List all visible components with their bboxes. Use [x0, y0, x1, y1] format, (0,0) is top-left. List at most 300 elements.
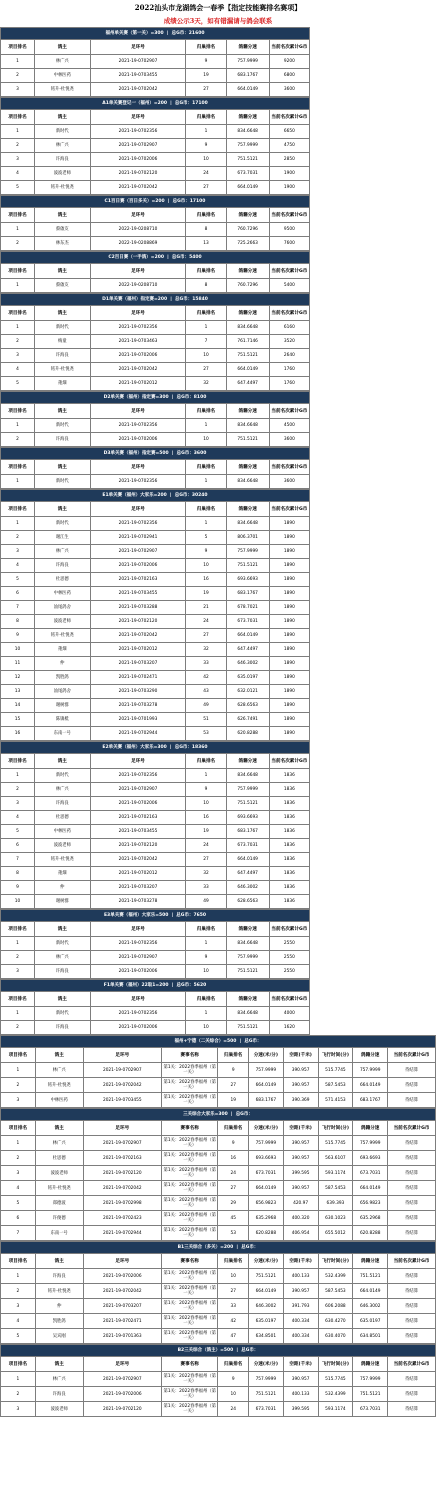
column-header: 鸽籍分速 — [226, 110, 269, 125]
table-row — [1, 1329, 436, 1344]
table-cell: 635.0197 — [248, 1314, 283, 1329]
table-cell: 593.1174 — [318, 1402, 353, 1417]
table-cell: 1 — [1, 223, 35, 237]
column-header: 鸽籍分速 — [226, 922, 269, 937]
table-cell: 16 — [1, 727, 35, 741]
column-headers — [1, 1254, 436, 1269]
table-cell: 3 — [1, 545, 35, 559]
table-cell: 待结算 — [388, 1151, 436, 1166]
table-cell: 许俊德 — [35, 1211, 83, 1226]
table-cell: 1890 — [269, 615, 309, 629]
table-cell: 673.7031 — [248, 1166, 283, 1181]
column-header: 当前名次累计G币 — [269, 922, 309, 937]
column-header: 归巢排名 — [218, 1254, 248, 1269]
table-cell: 2021-19-0702356 — [90, 321, 186, 335]
table-cell: 16 — [186, 811, 226, 825]
section-header — [1, 1036, 436, 1048]
table-cell: 蓮畑 — [34, 377, 90, 391]
table-cell: 1890 — [269, 629, 309, 643]
table-cell: 波波老师 — [34, 615, 90, 629]
section-title: 三关综合大家乐=300 | 总G币： — [1, 1109, 436, 1121]
table-cell: 许海良 — [34, 153, 90, 167]
table-row — [1, 125, 310, 139]
table-cell: 400.133 — [283, 1387, 318, 1402]
table-cell: 53 — [186, 727, 226, 741]
table-cell: 蔡啟友 — [34, 279, 90, 293]
table-cell: 693.6693 — [226, 573, 269, 587]
table-cell: 2021-19-0702006 — [90, 433, 186, 447]
table-cell: 1 — [186, 937, 226, 951]
table-cell: 2021-19-0702120 — [83, 1166, 161, 1181]
table-cell: 铭升-杜悦尧 — [35, 1181, 83, 1196]
table-cell: 1836 — [269, 811, 309, 825]
column-header: 当前名次累计G币 — [269, 502, 309, 517]
table-row — [1, 69, 310, 83]
table-row — [1, 1021, 310, 1035]
table-cell: 第1关：2022春季福州（第一关） — [161, 1151, 218, 1166]
table-cell: 571.4153 — [318, 1093, 353, 1108]
table-cell: 8 — [186, 223, 226, 237]
table-cell: 1890 — [269, 545, 309, 559]
table-cell: 新时代 — [34, 937, 90, 951]
section-name: B2三关综合（鸽主）=500 — [177, 1348, 234, 1353]
table-cell: 待结算 — [388, 1063, 436, 1078]
table-row — [1, 601, 310, 615]
column-header: 项目排名 — [1, 1357, 36, 1372]
table-cell: 1890 — [269, 643, 309, 657]
table-cell: 1 — [1, 937, 35, 951]
notice-text: 成绩公示3天，如有错漏请与鸽会联系 — [163, 17, 273, 25]
section-table — [0, 489, 310, 741]
section-name: 三关综合大家乐=300 — [183, 1112, 228, 1117]
table-cell: 757.9999 — [248, 1372, 283, 1387]
table-cell: 新时代 — [34, 517, 90, 531]
table-cell: 587.5453 — [318, 1078, 353, 1093]
table-cell: 2021-19-0702012 — [90, 867, 186, 881]
table-cell: 2021-19-0703278 — [90, 699, 186, 713]
table-cell: 7 — [1, 853, 35, 867]
table-cell: 铭升-杜悦尧 — [34, 853, 90, 867]
table-cell: 587.5453 — [318, 1181, 353, 1196]
section-table — [0, 979, 310, 1035]
table-cell: 673.7031 — [353, 1166, 388, 1181]
table-cell: 673.7031 — [226, 167, 269, 181]
table-cell: 24 — [186, 839, 226, 853]
table-row — [1, 1299, 436, 1314]
table-cell: 第1关：2022春季福州（第一关） — [161, 1269, 218, 1284]
table-cell: 15 — [1, 713, 35, 727]
table-cell: 2021-19-0702042 — [90, 853, 186, 867]
table-cell: 628.6563 — [226, 699, 269, 713]
table-row — [1, 335, 310, 349]
table-row — [1, 545, 310, 559]
table-cell: 47 — [218, 1329, 248, 1344]
table-cell: 43 — [186, 685, 226, 699]
table-cell: 9 — [218, 1136, 248, 1151]
table-cell: 399.595 — [283, 1402, 318, 1417]
table-cell: 9 — [1, 881, 35, 895]
table-row — [1, 783, 310, 797]
table-cell: 1890 — [269, 671, 309, 685]
section-title: C2百日赛（一手鸽）=200 | 总G币：5400 — [1, 252, 310, 264]
table-cell: 2 — [1, 1078, 36, 1093]
table-cell: 628.6563 — [226, 895, 269, 909]
column-header: 当前名次累计G币 — [388, 1121, 436, 1136]
table-cell: 仲 — [35, 1299, 83, 1314]
table-cell: 凯胜鸽 — [35, 1314, 83, 1329]
table-cell: 634.8501 — [248, 1329, 283, 1344]
column-header: 当前名次累计G币 — [269, 208, 309, 223]
table-cell: 19 — [186, 69, 226, 83]
column-header: 当前名次累计G币 — [388, 1048, 436, 1063]
table-cell: 664.0149 — [226, 83, 269, 97]
table-cell: 683.1767 — [226, 69, 269, 83]
table-cell: 8 — [1, 867, 35, 881]
table-cell: 1890 — [269, 699, 309, 713]
table-cell: 铭升-杜悦尧 — [35, 1284, 83, 1299]
table-cell: 400.320 — [283, 1211, 318, 1226]
table-cell: 757.9999 — [226, 55, 269, 69]
table-row — [1, 153, 310, 167]
column-header: 当前名次累计G币 — [269, 306, 309, 321]
table-cell: 第1关：2022春季福州（第一关） — [161, 1136, 218, 1151]
section-name: D3单关赛（福州）指定赛=500 — [103, 451, 169, 456]
table-cell: 3 — [1, 1166, 36, 1181]
table-cell: 2550 — [269, 951, 309, 965]
table-cell: 2021-19-0702163 — [83, 1151, 161, 1166]
table-row — [1, 1181, 436, 1196]
column-header: 空距(千米) — [283, 1048, 318, 1063]
table-cell: 1836 — [269, 769, 309, 783]
table-cell: 4 — [1, 811, 35, 825]
column-header: 足环号 — [90, 922, 186, 937]
section-header — [1, 1109, 436, 1121]
table-cell: 757.9999 — [353, 1063, 388, 1078]
column-header: 鸽主 — [34, 208, 90, 223]
table-cell: 1 — [1, 55, 35, 69]
column-header: 分速(米/分) — [248, 1121, 283, 1136]
section-header — [1, 910, 310, 922]
table-cell: 2021-19-0702356 — [90, 517, 186, 531]
column-header: 鸽主 — [34, 40, 90, 55]
table-cell: 凯胜鸽 — [34, 671, 90, 685]
table-cell: 635.2968 — [353, 1211, 388, 1226]
column-header: 足环号 — [90, 208, 186, 223]
table-row — [1, 321, 310, 335]
table-row — [1, 377, 310, 391]
section-name: A1单关赛登记一（福州）=200 — [102, 101, 167, 106]
column-header: 归巢排名 — [218, 1357, 248, 1372]
table-cell: 待结算 — [388, 1136, 436, 1151]
table-cell: 1 — [1, 769, 35, 783]
section-gcoin: 总G币： — [241, 1348, 259, 1353]
table-cell: 许海良 — [35, 1387, 83, 1402]
table-cell: 33 — [186, 881, 226, 895]
table-cell: 林广兴 — [34, 545, 90, 559]
column-header: 分速(米/分) — [248, 1357, 283, 1372]
column-headers — [1, 992, 310, 1007]
table-row — [1, 699, 310, 713]
section-title: E1单关赛（福州）大家乐=200 | 总G币：30240 — [1, 490, 310, 502]
table-cell: 第1关：2022春季福州（第一关） — [161, 1299, 218, 1314]
table-cell: 1836 — [269, 895, 309, 909]
table-cell: 铭升-杜悦尧 — [34, 181, 90, 195]
column-headers — [1, 404, 310, 419]
table-cell: 2021-19-0702356 — [90, 937, 186, 951]
table-row — [1, 615, 310, 629]
section-table — [0, 97, 310, 195]
table-row — [1, 1402, 436, 1417]
section-header — [1, 490, 310, 502]
table-cell: 49 — [186, 699, 226, 713]
table-cell: 待结算 — [388, 1269, 436, 1284]
column-header: 赛事名称 — [161, 1357, 218, 1372]
table-cell: 2 — [1, 139, 35, 153]
table-cell: 2 — [1, 433, 35, 447]
section-gcoin: 总G币：15840 — [175, 297, 208, 302]
section-name: F1单关赛（福州）22取1=200 — [103, 983, 169, 988]
table-row — [1, 167, 310, 181]
section-gcoin: 总G币：8100 — [176, 395, 207, 400]
table-row — [1, 55, 310, 69]
table-cell: 2022-19-0208710 — [90, 279, 186, 293]
table-cell: 673.7031 — [248, 1402, 283, 1417]
section-header — [1, 28, 310, 40]
table-cell: 波波老师 — [35, 1166, 83, 1181]
table-cell: 9 — [218, 1063, 248, 1078]
section-header — [1, 742, 310, 754]
table-cell: 3 — [1, 1299, 36, 1314]
column-header: 归巢排名 — [186, 922, 226, 937]
table-row — [1, 573, 310, 587]
column-header: 项目排名 — [1, 306, 35, 321]
table-cell: 2021-19-0702120 — [90, 167, 186, 181]
table-cell: 1760 — [269, 377, 309, 391]
table-cell: 1890 — [269, 587, 309, 601]
table-cell: 7 — [1, 1226, 36, 1241]
section-table — [0, 293, 310, 391]
column-header: 鸽籍分速 — [226, 502, 269, 517]
section-title: F1单关赛（福州）22取1=200 | 总G币：5620 — [1, 980, 310, 992]
column-header: 足环号 — [90, 404, 186, 419]
column-header: 项目排名 — [1, 1254, 36, 1269]
table-cell: 32 — [186, 867, 226, 881]
table-cell: 东南一号 — [35, 1226, 83, 1241]
table-cell: 1890 — [269, 657, 309, 671]
table-cell: 42 — [186, 671, 226, 685]
section-title: D3单关赛（福州）指定赛=500 | 总G币：3600 — [1, 448, 310, 460]
column-header: 项目排名 — [1, 264, 35, 279]
table-cell: 24 — [218, 1166, 248, 1181]
table-cell: 1900 — [269, 167, 309, 181]
table-cell: 5 — [186, 531, 226, 545]
table-cell: 仲 — [34, 881, 90, 895]
table-cell: 10 — [218, 1269, 248, 1284]
table-row — [1, 727, 310, 741]
table-cell: 2021-19-0702941 — [90, 531, 186, 545]
table-cell: 2021-19-0702006 — [90, 559, 186, 573]
table-cell: 27 — [218, 1181, 248, 1196]
table-cell: 波波老师 — [34, 839, 90, 853]
table-cell: 林广兴 — [34, 55, 90, 69]
table-row — [1, 363, 310, 377]
section-gcoin: 总G币：21600 — [171, 31, 205, 36]
table-cell: 664.0149 — [226, 629, 269, 643]
table-cell: 7600 — [269, 237, 309, 251]
table-cell: 664.0149 — [226, 363, 269, 377]
table-cell: 2021-19-0702042 — [90, 629, 186, 643]
table-cell: 834.6648 — [226, 517, 269, 531]
column-header: 鸽主 — [34, 306, 90, 321]
table-cell: 630.1023 — [318, 1211, 353, 1226]
table-cell: 第1关：2022春季福州（第一关） — [161, 1226, 218, 1241]
table-cell: 6 — [1, 1211, 36, 1226]
table-cell: 751.5121 — [353, 1387, 388, 1402]
table-cell: 3 — [1, 797, 35, 811]
table-row — [1, 1166, 436, 1181]
table-cell: 中林医药 — [34, 825, 90, 839]
results-tables — [0, 27, 436, 1417]
table-cell: 2021-19-0702163 — [90, 573, 186, 587]
section-header — [1, 1242, 436, 1254]
column-header: 鸽主 — [34, 110, 90, 125]
table-cell: 待结算 — [388, 1211, 436, 1226]
section-gcoin: 总G币：30240 — [174, 493, 208, 498]
table-cell: 2021-19-0702907 — [90, 783, 186, 797]
column-header: 鸽主 — [34, 502, 90, 517]
table-cell: 626.7491 — [226, 713, 269, 727]
section-name: 福州单关赛（第一关）=300 — [105, 31, 164, 36]
table-cell: 2021-19-0702356 — [90, 769, 186, 783]
table-cell: 2021-19-0702423 — [83, 1211, 161, 1226]
table-cell: 新时代 — [34, 321, 90, 335]
table-cell: 27 — [186, 853, 226, 867]
table-cell: 21 — [186, 601, 226, 615]
table-cell: 1836 — [269, 867, 309, 881]
table-row — [1, 419, 310, 433]
table-cell: 664.0149 — [226, 181, 269, 195]
table-cell: 1620 — [269, 1021, 309, 1035]
column-header: 归巢排名 — [186, 992, 226, 1007]
table-cell: 24 — [218, 1402, 248, 1417]
table-cell: 4 — [1, 559, 35, 573]
table-row — [1, 1211, 436, 1226]
table-cell: 3 — [1, 1093, 36, 1108]
column-header: 鸽主 — [34, 404, 90, 419]
section-header — [1, 294, 310, 306]
table-cell: 9 — [1, 629, 35, 643]
table-cell: 1 — [1, 419, 35, 433]
table-row — [1, 1314, 436, 1329]
section-name: 福州+宁德（二关综合）=500 — [174, 1039, 237, 1044]
table-cell: 27 — [218, 1078, 248, 1093]
table-cell: 27 — [186, 629, 226, 643]
table-row — [1, 1372, 436, 1387]
table-row — [1, 587, 310, 601]
table-row — [1, 965, 310, 979]
table-cell: 10 — [186, 797, 226, 811]
table-cell: 757.9999 — [226, 783, 269, 797]
table-row — [1, 517, 310, 531]
section-title: B1三关综合（多关）=200 | 总G币： — [1, 1242, 436, 1254]
table-cell: 2 — [1, 1151, 36, 1166]
section-name: C1百日赛（百日多关）=200 — [104, 199, 165, 204]
table-cell: 1 — [186, 1007, 226, 1021]
table-cell: 53 — [218, 1226, 248, 1241]
column-header: 鸽籍分速 — [226, 992, 269, 1007]
report-title: 2022汕头市龙湖鸽会一春季【指定技能赛排名赛项】 — [134, 3, 302, 12]
table-cell: 林广兴 — [34, 139, 90, 153]
table-cell: 2550 — [269, 937, 309, 951]
table-row — [1, 181, 310, 195]
table-cell: 2021-19-0702944 — [90, 727, 186, 741]
table-cell: 10 — [218, 1387, 248, 1402]
table-cell: 7 — [186, 335, 226, 349]
table-cell: 646.3002 — [226, 881, 269, 895]
section-title: E3单关赛（福州）大家乐=500 | 总G币：7650 — [1, 910, 310, 922]
table-cell: 2021-19-0702042 — [90, 181, 186, 195]
column-header: 当前名次累计G币 — [269, 460, 309, 475]
table-cell: 5 — [1, 181, 35, 195]
table-cell: 390.957 — [283, 1063, 318, 1078]
table-cell: 东南一号 — [34, 727, 90, 741]
table-cell: 390.957 — [283, 1372, 318, 1387]
table-cell: 515.7745 — [318, 1372, 353, 1387]
table-cell: 2640 — [269, 349, 309, 363]
table-cell: 待结算 — [388, 1372, 436, 1387]
column-header: 归巢排名 — [186, 754, 226, 769]
column-header: 鸽主 — [34, 264, 90, 279]
column-header: 足环号 — [90, 264, 186, 279]
table-cell: 2 — [1, 783, 35, 797]
section-name: E1单关赛（福州）大家乐=200 — [102, 493, 167, 498]
table-cell: 1890 — [269, 531, 309, 545]
column-header: 足环号 — [90, 40, 186, 55]
table-cell: 汕尾鸽舍 — [34, 685, 90, 699]
table-cell: 2021-19-0702907 — [83, 1063, 161, 1078]
table-cell: 2021-19-0703278 — [90, 895, 186, 909]
table-cell: 1890 — [269, 685, 309, 699]
table-cell: 许海良 — [34, 433, 90, 447]
section-gcoin: 总G币： — [235, 1112, 253, 1117]
table-cell: 693.6693 — [353, 1151, 388, 1166]
table-cell: 49 — [186, 895, 226, 909]
table-cell: 664.0149 — [248, 1284, 283, 1299]
table-cell: 19 — [186, 587, 226, 601]
table-cell: 2021-19-0702006 — [90, 797, 186, 811]
table-cell: 2021-19-0701363 — [83, 1329, 161, 1344]
table-cell: 620.8288 — [353, 1226, 388, 1241]
table-cell: 6800 — [269, 69, 309, 83]
table-row — [1, 895, 310, 909]
table-cell: 639.393 — [318, 1196, 353, 1211]
table-cell: 9 — [186, 783, 226, 797]
table-cell: 2 — [1, 531, 35, 545]
table-cell: 许海良 — [34, 965, 90, 979]
column-header: 鸽籍分速 — [353, 1048, 388, 1063]
table-cell: 9200 — [269, 55, 309, 69]
table-cell: 3600 — [269, 475, 309, 489]
column-header: 项目排名 — [1, 1048, 36, 1063]
table-cell: 待结算 — [388, 1299, 436, 1314]
table-cell: 5 — [1, 825, 35, 839]
table-cell: 563.6107 — [318, 1151, 353, 1166]
column-header: 项目排名 — [1, 754, 35, 769]
table-row — [1, 769, 310, 783]
table-cell: 第1关：2022春季福州（第一关） — [161, 1284, 218, 1299]
column-header: 归巢排名 — [186, 208, 226, 223]
table-cell: 683.1767 — [353, 1093, 388, 1108]
